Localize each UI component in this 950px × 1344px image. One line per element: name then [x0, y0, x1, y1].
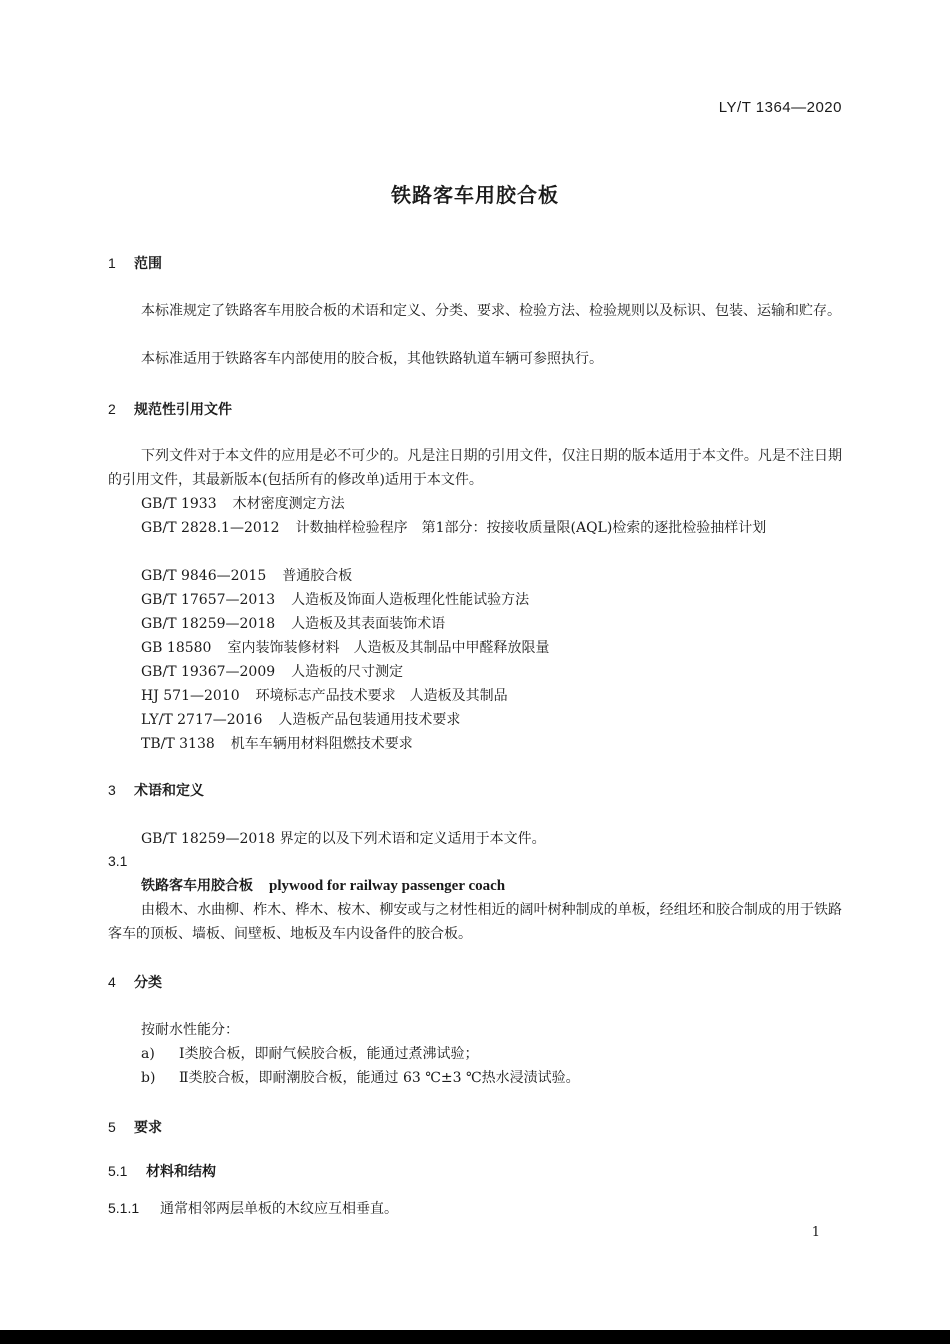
section-2-intro: 下列文件对于本文件的应用是必不可少的。凡是注日期的引用文件，仅注日期的版本适用于本文件。凡是不注日期的引用文件，其最新版本(包括所有的修改单)适用于本文件。 — [108, 448, 842, 488]
list-text: Ⅰ类胶合板，即耐气候胶合板，能通过煮沸试验； — [179, 1046, 479, 1062]
reference-code: GB/T 19367—2009 — [141, 664, 276, 680]
clause-number: 5.1.1 — [108, 1200, 140, 1216]
reference-item — [141, 492, 345, 516]
reference-title: 人造板产品包装通用技术要求 — [278, 712, 461, 728]
section-1-paragraph-1: 本标准规定了铁路客车用胶合板的术语和定义、分类、要求、检验方法、检验规则以及标识、包装、运输和贮存。 — [141, 303, 841, 319]
term-chinese: 铁路客车用胶合板 — [141, 878, 253, 894]
list-marker: a) — [141, 1046, 155, 1062]
list-text: Ⅱ类胶合板，即耐潮胶合板，能通过 63 ℃±3 ℃热水浸渍试验。 — [179, 1070, 580, 1086]
reference-item — [141, 612, 445, 636]
term-english: plywood for railway passenger coach — [269, 878, 506, 894]
term-definition: 由椴木、水曲柳、柞木、桦木、桉木、柳安或与之材性相近的阔叶树种制成的单板，经组坯和胶合制成的用于铁路客车的顶板、墙板、间壁板、地板及车内设备件的胶合板。 — [108, 902, 842, 942]
section-1-heading — [108, 253, 162, 273]
term-number: 3.1 — [108, 853, 128, 869]
reference-code: LY/T 2717—2016 — [141, 712, 263, 728]
section-title: 规范性引用文件 — [134, 402, 232, 418]
reference-item — [141, 588, 529, 612]
section-number: 3 — [108, 782, 116, 798]
section-title: 范围 — [134, 256, 162, 272]
subsection-5-1-heading — [108, 1161, 216, 1181]
section-4-intro: 按耐水性能分： — [141, 1022, 239, 1038]
reference-title: 计数抽样检验程序 第1部分：按接收质量限(AQL)检索的逐批检验抽样计划 — [295, 520, 767, 536]
reference-code: GB/T 18259—2018 — [141, 616, 276, 632]
reference-item — [141, 564, 352, 588]
reference-code: HJ 571—2010 — [141, 688, 240, 704]
reference-code: GB 18580 — [141, 640, 212, 656]
section-number: 5 — [108, 1119, 116, 1135]
reference-title: 环境标志产品技术要求 人造板及其制品 — [255, 688, 508, 704]
section-title: 要求 — [134, 1120, 162, 1136]
section-3-heading — [108, 780, 204, 800]
standard-code: LY/T 1364—2020 — [718, 99, 842, 116]
reference-title: 机车车辆用材料阻燃技术要求 — [230, 736, 413, 752]
section-4-heading — [108, 972, 162, 992]
section-3-intro: GB/T 18259—2018 界定的以及下列术语和定义适用于本文件。 — [141, 831, 546, 847]
section-title: 术语和定义 — [134, 783, 204, 799]
reference-item — [141, 684, 508, 708]
section-number: 2 — [108, 401, 116, 417]
reference-code: GB/T 2828.1—2012 — [141, 520, 280, 536]
reference-title: 人造板及饰面人造板理化性能试验方法 — [291, 592, 530, 608]
reference-item — [141, 636, 549, 660]
reference-code: TB/T 3138 — [141, 736, 215, 752]
list-marker: b) — [141, 1070, 156, 1086]
subsection-number: 5.1 — [108, 1163, 128, 1179]
section-5-heading — [108, 1117, 162, 1137]
reference-item — [108, 516, 842, 540]
reference-title: 人造板及其表面装饰术语 — [291, 616, 446, 632]
section-number: 1 — [108, 255, 116, 271]
section-2-heading — [108, 399, 232, 419]
reference-title: 木材密度测定方法 — [232, 496, 345, 512]
list-item — [141, 1042, 479, 1066]
list-item — [141, 1066, 580, 1090]
subsection-title: 材料和结构 — [146, 1164, 216, 1180]
page-number: 1 — [811, 1225, 820, 1240]
reference-title: 人造板的尺寸测定 — [291, 664, 404, 680]
reference-title: 普通胶合板 — [282, 568, 353, 584]
footer-bar — [0, 1330, 950, 1344]
reference-item — [141, 732, 413, 756]
clause-5-1-1 — [108, 1198, 398, 1219]
reference-code: GB/T 1933 — [141, 496, 217, 512]
section-1-paragraph-2: 本标准适用于铁路客车内部使用的胶合板，其他铁路轨道车辆可参照执行。 — [141, 351, 603, 367]
reference-item — [141, 660, 403, 684]
reference-code: GB/T 17657—2013 — [141, 592, 276, 608]
section-title: 分类 — [134, 975, 162, 991]
document-title: 铁路客车用胶合板 — [391, 183, 559, 207]
clause-text: 通常相邻两层单板的木纹应互相垂直。 — [160, 1201, 398, 1217]
reference-title: 室内装饰装修材料 人造板及其制品中甲醛释放限量 — [227, 640, 550, 656]
term-entry — [141, 874, 505, 898]
reference-code: GB/T 9846—2015 — [141, 568, 267, 584]
reference-item — [141, 708, 460, 732]
section-number: 4 — [108, 974, 116, 990]
